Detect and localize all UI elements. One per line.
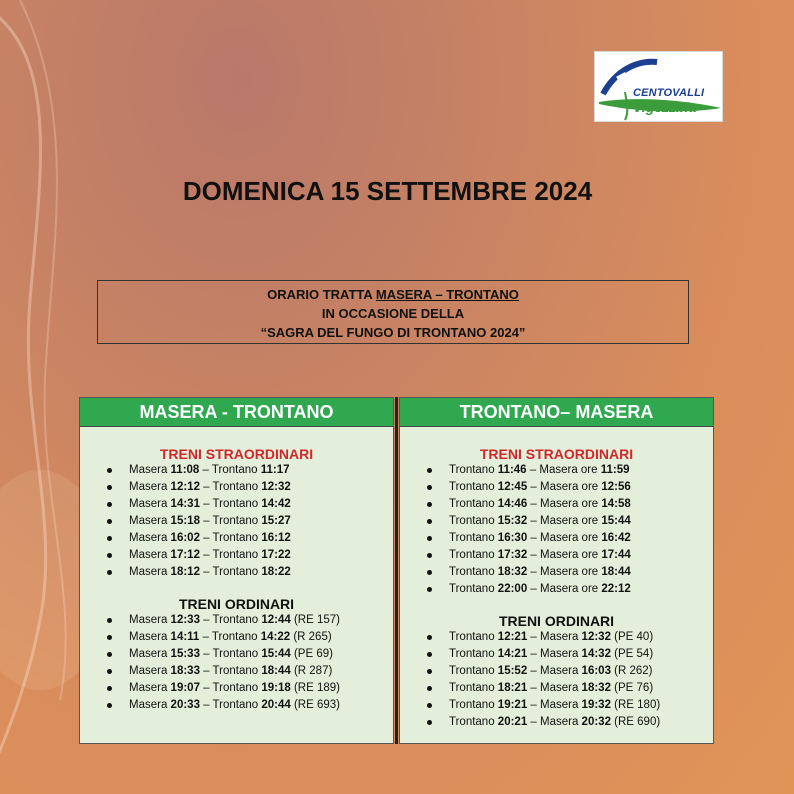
station-from: Trontano	[449, 716, 498, 728]
regular-trains-list	[400, 629, 713, 731]
station-to: – Trontano	[199, 631, 261, 643]
schedule-item	[80, 564, 393, 581]
schedule-item	[400, 629, 713, 646]
schedule-item	[400, 496, 713, 513]
departure-time: 14:46	[497, 498, 528, 510]
departure-time: 14:21	[497, 648, 528, 660]
train-code: (RE 690)	[610, 716, 661, 728]
extra-trains-list	[80, 462, 393, 581]
schedule-item	[400, 462, 713, 479]
departure-time: 18:12	[170, 566, 200, 578]
column-header-masera-trontano: MASERA - TRONTANO	[80, 398, 393, 427]
departure-time: 17:32	[497, 549, 528, 561]
section-title-regular-trains: TRENI ORDINARI	[178, 596, 295, 612]
schedule-item	[80, 629, 393, 646]
station-to: – Trontano	[199, 699, 262, 711]
departure-time: 19:07	[170, 682, 200, 694]
station-to: – Masera ore	[527, 498, 602, 510]
column-masera-trontano	[79, 397, 394, 744]
schedule-item	[80, 547, 393, 564]
station-from: Trontano	[449, 498, 498, 510]
departure-time: 12:21	[497, 631, 528, 643]
departure-time: 20:21	[497, 716, 528, 728]
departure-time: 16:30	[497, 532, 528, 544]
train-code: (PE 54)	[610, 648, 654, 660]
station-to: – Trontano	[199, 665, 262, 677]
station-to: – Trontano	[199, 498, 262, 510]
station-to: – Masera	[527, 665, 582, 677]
column-divider	[395, 397, 398, 744]
station-from: Trontano	[449, 515, 498, 527]
station-from: Trontano	[449, 631, 498, 643]
arrival-time: 14:58	[601, 498, 631, 510]
train-code: (R 265)	[290, 631, 332, 643]
station-to: – Masera	[527, 682, 582, 694]
station-from: Trontano	[449, 699, 498, 711]
station-to: – Trontano	[199, 682, 262, 694]
departure-time: 14:11	[170, 631, 200, 643]
arrival-time: 22:12	[601, 583, 631, 595]
schedule-item	[400, 646, 713, 663]
departure-time: 15:52	[497, 665, 528, 677]
train-code: (PE 76)	[610, 682, 654, 694]
schedule-item	[400, 547, 713, 564]
station-from: Trontano	[449, 549, 498, 561]
train-code: (RE 189)	[290, 682, 340, 694]
schedule-item	[400, 479, 713, 496]
info-line-1	[98, 285, 688, 304]
station-from: Masera	[129, 566, 171, 578]
schedule-item	[400, 513, 713, 530]
arrival-time: 15:27	[261, 515, 291, 527]
arrival-time: 14:22	[260, 631, 291, 643]
arrival-time: 15:44	[601, 515, 631, 527]
arrival-time: 11:59	[600, 464, 630, 476]
departure-time: 12:12	[170, 481, 200, 493]
station-from: Trontano	[449, 566, 498, 578]
station-from: Masera	[129, 464, 171, 476]
train-code: (RE 693)	[290, 699, 340, 711]
logo-text-centovalli: CENTOVALLI	[633, 87, 705, 99]
train-code: (R 262)	[610, 665, 653, 677]
schedule-item	[400, 581, 713, 598]
station-from: Trontano	[449, 583, 498, 595]
info-route: MASERA – TRONTANO	[375, 287, 519, 302]
info-line-1-prefix: ORARIO TRATTA	[267, 287, 376, 302]
departure-time: 11:08	[170, 464, 200, 476]
station-from: Trontano	[449, 464, 498, 476]
arrival-time: 19:18	[261, 682, 291, 694]
schedule-item	[400, 714, 713, 731]
departure-time: 16:02	[170, 532, 200, 544]
arrival-time: 15:44	[261, 648, 291, 660]
info-box	[97, 280, 689, 344]
station-to: – Trontano	[199, 566, 262, 578]
centovalli-vigezzina-logo	[594, 51, 723, 122]
arrival-time: 11:17	[260, 464, 290, 476]
station-from: Masera	[129, 665, 171, 677]
station-to: – Trontano	[199, 648, 262, 660]
departure-time: 19:21	[497, 699, 528, 711]
arrival-time: 18:44	[261, 665, 291, 677]
departure-time: 15:18	[170, 515, 200, 527]
station-to: – Masera	[527, 648, 582, 660]
schedule-item	[80, 612, 393, 629]
train-code: (PE 69)	[290, 648, 333, 660]
departure-time: 22:00	[497, 583, 528, 595]
arrival-time: 20:32	[581, 716, 611, 728]
arrival-time: 16:12	[261, 532, 291, 544]
station-from: Trontano	[449, 481, 498, 493]
schedule-item	[80, 530, 393, 547]
arrival-time: 18:44	[601, 566, 631, 578]
station-from: Trontano	[449, 682, 498, 694]
schedule-item	[80, 697, 393, 714]
train-code: (R 287)	[290, 665, 333, 677]
station-from: Masera	[129, 515, 171, 527]
logo-text-vigezzina: Vigezzina	[633, 99, 697, 115]
departure-time: 12:33	[170, 614, 200, 626]
train-code: (PE 40)	[610, 631, 654, 643]
station-to: – Trontano	[199, 464, 261, 476]
section-title-extra-trains: TRENI STRAORDINARI	[159, 446, 314, 462]
departure-time: 18:33	[170, 665, 200, 677]
info-line-3: “SAGRA DEL FUNGO DI TRONTANO 2024”	[260, 325, 526, 340]
column-header-trontano-masera: TRONTANO– MASERA	[400, 398, 713, 427]
station-to: – Trontano	[199, 515, 262, 527]
arrival-time: 18:32	[581, 682, 611, 694]
station-to: – Trontano	[199, 532, 262, 544]
station-from: Masera	[129, 481, 171, 493]
arrival-time: 14:32	[581, 648, 611, 660]
station-from: Masera	[129, 614, 171, 626]
station-from: Trontano	[449, 532, 498, 544]
station-to: – Masera ore	[527, 583, 602, 595]
station-to: – Masera	[527, 699, 582, 711]
station-to: – Masera ore	[527, 549, 602, 561]
schedule-item	[80, 646, 393, 663]
schedule-item	[80, 663, 393, 680]
schedule-item	[80, 513, 393, 530]
station-to: – Masera ore	[527, 566, 602, 578]
departure-time: 15:33	[170, 648, 200, 660]
station-to: – Masera	[527, 716, 582, 728]
arrival-time: 12:32	[261, 481, 291, 493]
train-code: (RE 157)	[290, 614, 340, 626]
station-to: – Trontano	[199, 549, 262, 561]
station-from: Masera	[129, 699, 171, 711]
arrival-time: 12:44	[261, 614, 291, 626]
departure-time: 18:32	[497, 566, 528, 578]
event-date-headline: DOMENICA 15 SETTEMBRE 2024	[182, 176, 593, 206]
arrival-time: 14:42	[261, 498, 291, 510]
arrival-time: 18:22	[261, 566, 291, 578]
departure-time: 18:21	[497, 682, 528, 694]
info-line-2: IN OCCASIONE DELLA	[321, 306, 465, 321]
arrival-time: 19:32	[581, 699, 611, 711]
station-from: Masera	[129, 549, 171, 561]
arrival-time: 12:56	[601, 481, 631, 493]
train-code: (RE 180)	[610, 699, 661, 711]
station-from: Masera	[129, 631, 171, 643]
schedule-item	[80, 680, 393, 697]
schedule-item	[400, 663, 713, 680]
arrival-time: 16:03	[581, 665, 611, 677]
station-from: Masera	[129, 648, 171, 660]
departure-time: 11:46	[497, 464, 527, 476]
departure-time: 14:31	[170, 498, 200, 510]
arrival-time: 17:22	[261, 549, 291, 561]
section-title-regular-trains: TRENI ORDINARI	[498, 613, 615, 629]
station-to: – Masera ore	[527, 481, 602, 493]
arrival-time: 16:42	[601, 532, 631, 544]
schedule-item	[400, 680, 713, 697]
column-trontano-masera	[399, 397, 714, 744]
regular-trains-list	[80, 612, 393, 714]
arrival-time: 12:32	[581, 631, 611, 643]
station-from: Trontano	[449, 648, 498, 660]
schedule-item	[400, 530, 713, 547]
station-to: – Masera ore	[526, 464, 601, 476]
section-title-extra-trains: TRENI STRAORDINARI	[479, 446, 634, 462]
schedule-item	[80, 496, 393, 513]
arrival-time: 20:44	[261, 699, 291, 711]
schedule-item	[80, 479, 393, 496]
schedule-item	[400, 697, 713, 714]
station-from: Masera	[129, 498, 171, 510]
departure-time: 20:33	[170, 699, 200, 711]
station-from: Masera	[129, 532, 171, 544]
station-to: – Trontano	[199, 481, 262, 493]
departure-time: 15:32	[497, 515, 528, 527]
schedule-item	[80, 462, 393, 479]
departure-time: 12:45	[497, 481, 528, 493]
station-to: – Trontano	[199, 614, 262, 626]
station-to: – Masera ore	[527, 515, 602, 527]
departure-time: 17:12	[170, 549, 200, 561]
extra-trains-list	[400, 462, 713, 598]
station-from: Masera	[129, 682, 171, 694]
arrival-time: 17:44	[601, 549, 631, 561]
station-to: – Masera ore	[527, 532, 602, 544]
schedule-item	[400, 564, 713, 581]
station-to: – Masera	[527, 631, 582, 643]
station-from: Trontano	[449, 665, 498, 677]
